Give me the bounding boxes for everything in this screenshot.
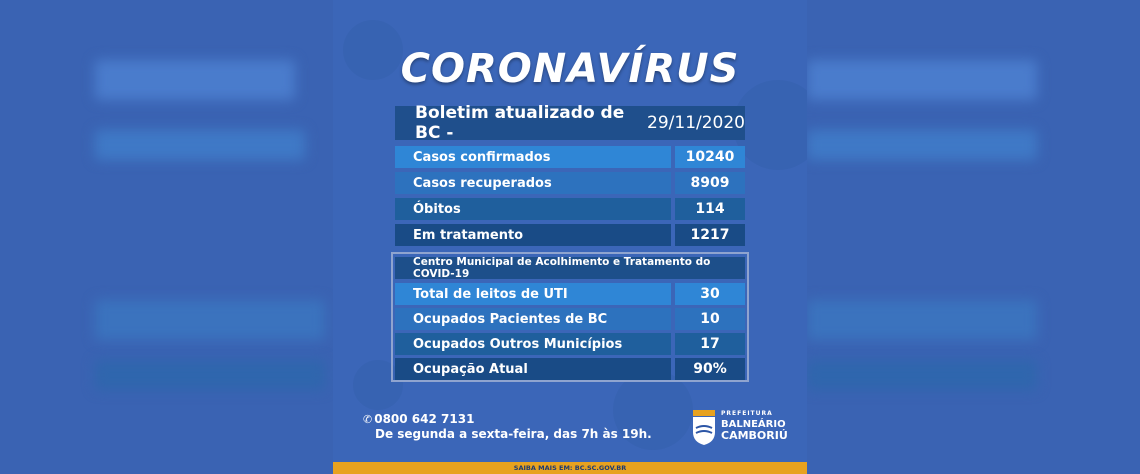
- footer-link[interactable]: SAIBA MAIS EM: BC.SC.GOV.BR: [333, 462, 807, 474]
- beds-value: 10: [675, 308, 745, 330]
- bulletin-header: [395, 103, 745, 143]
- beds-row: [395, 283, 745, 305]
- stat-value: 1217: [675, 224, 745, 246]
- logo-line-3: CAMBORIÚ: [721, 429, 788, 442]
- stat-row: [395, 146, 745, 168]
- beds-row: [395, 333, 745, 355]
- beds-label: Ocupados Pacientes de BC: [395, 308, 671, 330]
- stat-label: Casos recuperados: [395, 172, 671, 194]
- stat-row: [395, 224, 745, 246]
- coronavirus-poster: [333, 0, 807, 474]
- opening-hours: De segunda a sexta-feira, das 7h às 19h.: [375, 427, 652, 441]
- contact-info: [363, 412, 652, 442]
- stat-label: Óbitos: [395, 198, 671, 220]
- beds-label: Ocupação Atual: [395, 358, 671, 380]
- stat-value: 8909: [675, 172, 745, 194]
- logo-line-1: PREFEITURA: [721, 410, 773, 417]
- blurred-background-right: [807, 0, 1140, 474]
- beds-row: [395, 308, 745, 330]
- beds-label: Total de leitos de UTI: [395, 283, 671, 305]
- bulletin-label: Boletim atualizado de BC -: [415, 103, 625, 143]
- phone-number: 0800 642 7131: [374, 412, 475, 426]
- covid-center-title: Centro Municipal de Acolhimento e Tratamento do COVID-19: [395, 257, 745, 279]
- beds-value: 30: [675, 283, 745, 305]
- stat-label: Em tratamento: [395, 224, 671, 246]
- beds-label: Ocupados Outros Municípios: [395, 333, 671, 355]
- beds-row: [395, 358, 745, 380]
- phone-icon: ✆: [363, 413, 373, 426]
- coat-of-arms-icon: [691, 408, 717, 446]
- beds-value: 17: [675, 333, 745, 355]
- blurred-background-left: [0, 0, 333, 474]
- stat-value: 10240: [675, 146, 745, 168]
- stat-row: [395, 198, 745, 220]
- city-logo: [691, 408, 801, 448]
- stat-value: 114: [675, 198, 745, 220]
- stat-row: [395, 172, 745, 194]
- stat-label: Casos confirmados: [395, 146, 671, 168]
- logo-line-2: BALNEÁRIO: [721, 419, 786, 430]
- page-title: CORONAVÍRUS: [400, 46, 740, 92]
- beds-value: 90%: [675, 358, 745, 380]
- bulletin-date: 29/11/2020: [647, 113, 745, 133]
